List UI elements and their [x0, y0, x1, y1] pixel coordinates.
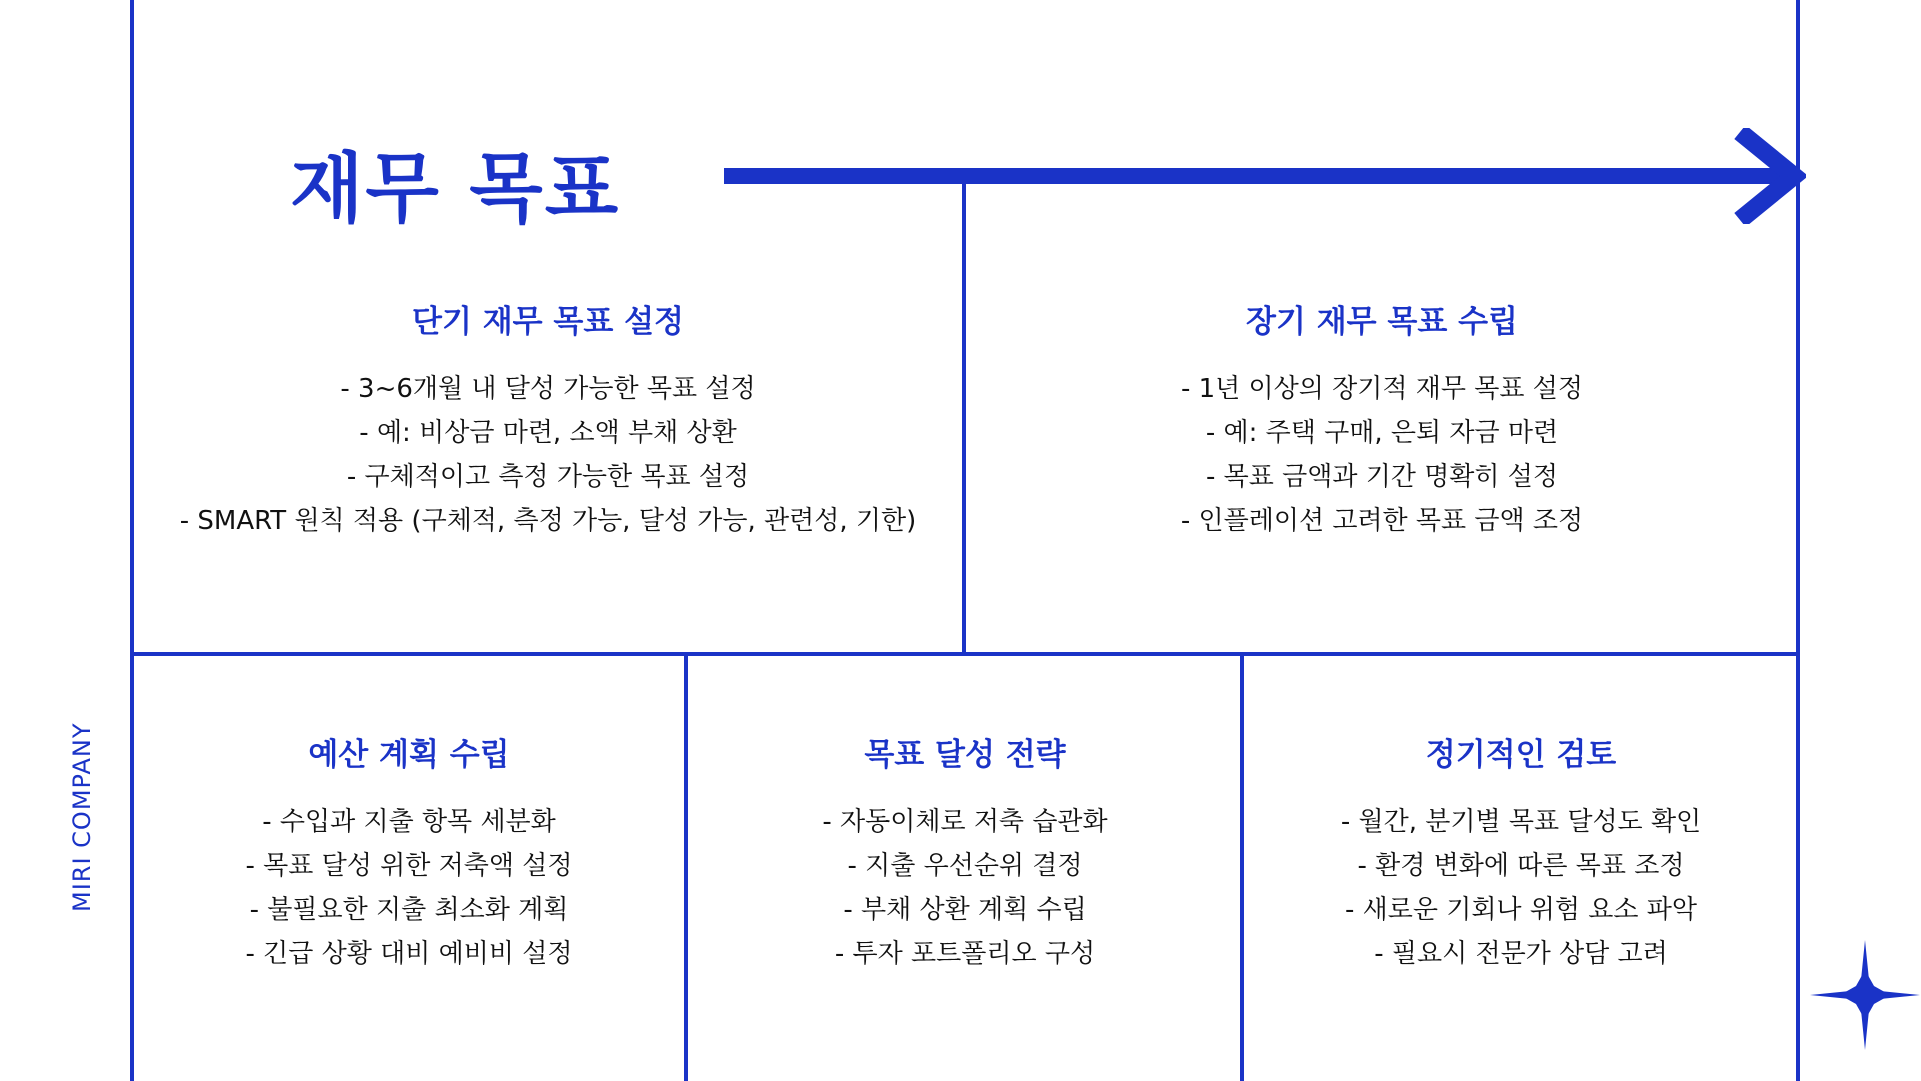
list-item: - 불필요한 지출 최소화 계획 [249, 895, 569, 925]
list-item: - 3~6개월 내 달성 가능한 목표 설정 [340, 374, 756, 404]
section-title: 단기 재무 목표 설정 [412, 304, 684, 340]
list-item: - 새로운 기회나 위험 요소 파악 [1344, 895, 1698, 925]
section-long-term [966, 296, 1798, 543]
list-item: - 예: 비상금 마련, 소액 부채 상환 [359, 418, 737, 448]
list-item: - 인플레이션 고려한 목표 금액 조정 [1180, 506, 1584, 536]
list-item: - 환경 변화에 따른 목표 조정 [1357, 851, 1685, 881]
section-budget [132, 729, 686, 976]
list-item: - 예: 주택 구매, 은퇴 자금 마련 [1205, 418, 1559, 448]
list-item: - SMART 원칙 적용 (구체적, 측정 가능, 달성 가능, 관련성, 기한) [179, 506, 917, 536]
section-strategy [688, 729, 1242, 976]
list-item: - 수입과 지출 항목 세분화 [262, 807, 556, 837]
list-item: - 자동이체로 저축 습관화 [822, 807, 1108, 837]
list-item: - 월간, 분기별 목표 달성도 확인 [1340, 807, 1702, 837]
section-review [1244, 729, 1798, 976]
list-item: - 필요시 전문가 상담 고려 [1374, 939, 1668, 969]
section-title: 장기 재무 목표 수립 [1246, 304, 1518, 340]
divider-horizontal-line [130, 652, 1800, 656]
brand-label: MIRI COMPANY [68, 722, 96, 912]
list-item: - 목표 달성 위한 저축액 설정 [245, 851, 573, 881]
arrow-right-icon [724, 128, 1806, 224]
list-item: - 긴급 상황 대비 예비비 설정 [245, 939, 573, 969]
section-short-term [132, 296, 964, 543]
list-item: - 구체적이고 측정 가능한 목표 설정 [346, 462, 750, 492]
list-item: - 부채 상환 계획 수립 [843, 895, 1087, 925]
sparkle-star-icon [1810, 940, 1920, 1050]
list-item: - 목표 금액과 기간 명확히 설정 [1205, 462, 1559, 492]
section-title: 목표 달성 전략 [864, 737, 1066, 773]
section-title: 정기적인 검토 [1425, 737, 1617, 773]
list-item: - 1년 이상의 장기적 재무 목표 설정 [1180, 374, 1584, 404]
section-title: 예산 계획 수립 [308, 737, 510, 773]
list-item: - 지출 우선순위 결정 [847, 851, 1083, 881]
page-title: 재무 목표 [290, 144, 621, 233]
list-item: - 투자 포트폴리오 구성 [834, 939, 1096, 969]
